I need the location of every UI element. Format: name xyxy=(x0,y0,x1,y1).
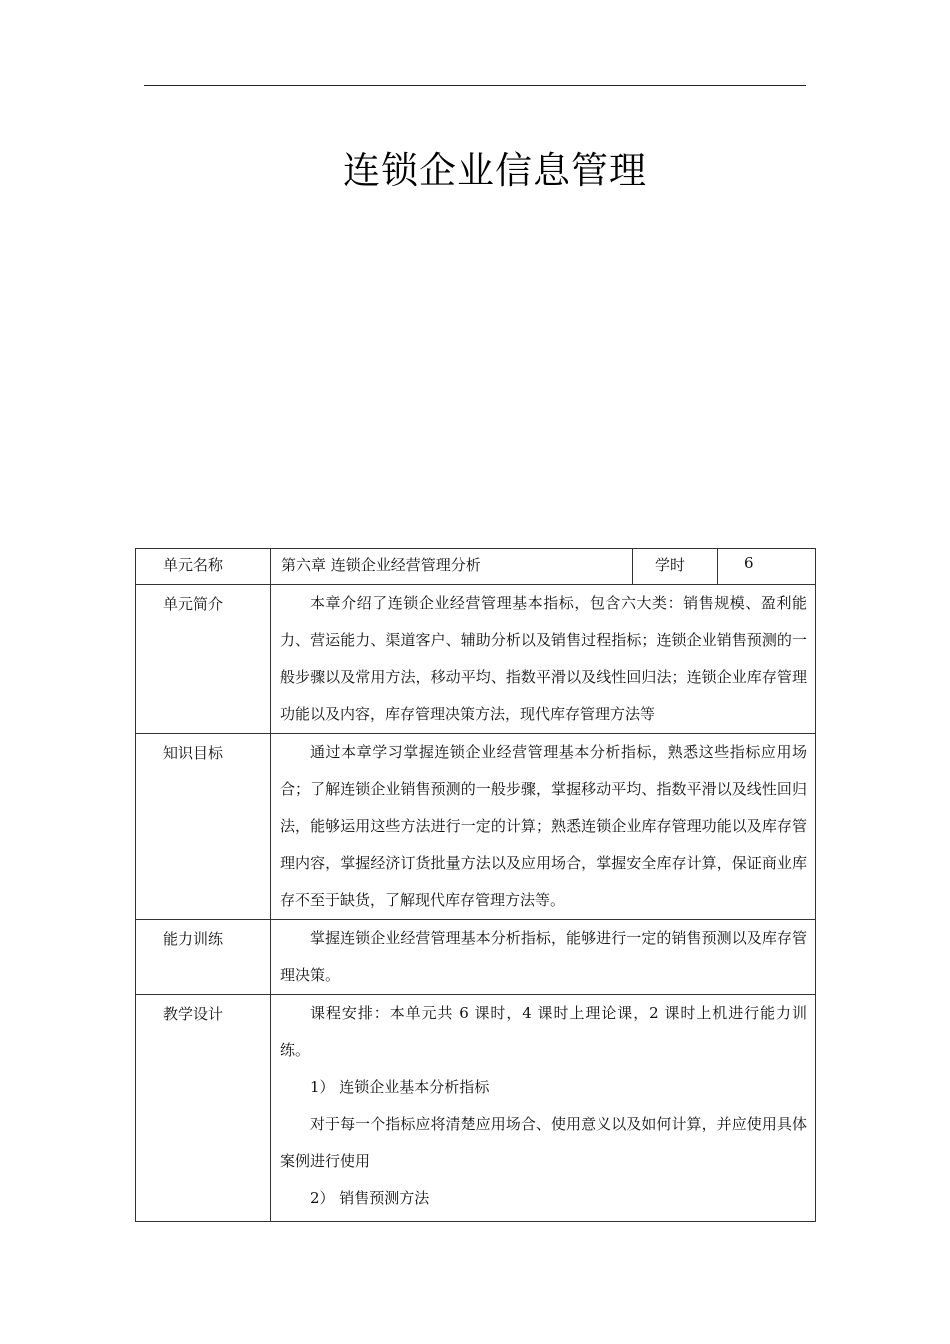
design-item: 2） 销售预测方法 xyxy=(310,1189,430,1207)
ability-text-cell xyxy=(271,920,816,995)
header-rule xyxy=(144,85,806,86)
row-intro xyxy=(136,585,816,734)
intro-text: 本章介绍了连锁企业经营管理基本指标，包含六大类：销售规模、盈利能力、营运能力、渠道客户、辅助分析以及销售过程指标；连锁企业销售预测的一般步骤以及常用方法，移动平均、指数平滑以及线性回归法；连锁企业库存管理功能以及内容，库存管理决策方法，现代库存管理方法等 xyxy=(280,594,807,723)
hours-label: 学时 xyxy=(633,549,718,585)
knowledge-text: 通过本章学习掌握连锁企业经营管理基本分析指标，熟悉这些指标应用场合；了解连锁企业销售预测的一般步骤，掌握移动平均、指数平滑以及线性回归法，能够运用这些方法进行一定的计算；熟悉连锁企业库存管理功能以及库存管理内容，掌握经济订货批量方法以及应用场合，掌握安全库存计算，保证商业库存不至于缺货，了解现代库存管理方法等。 xyxy=(280,743,807,909)
row-ability xyxy=(136,920,816,995)
intro-label: 单元简介 xyxy=(136,585,271,734)
unit-info-table xyxy=(135,548,816,1222)
design-paragraph: 对于每一个指标应将清楚应用场合、使用意义以及如何计算，并应使用具体案例进行使用 xyxy=(280,1115,807,1170)
ability-label: 能力训练 xyxy=(136,920,271,995)
unit-name-label: 单元名称 xyxy=(136,549,271,585)
row-design xyxy=(136,995,816,1222)
design-text-cell xyxy=(271,995,816,1222)
design-paragraph: 课程安排：本单元共 6 课时，4 课时上理论课，2 课时上机进行能力训练。 xyxy=(280,1004,807,1059)
design-item: 1） 连锁企业基本分析指标 xyxy=(310,1078,490,1096)
knowledge-label: 知识目标 xyxy=(136,734,271,920)
row-unit-name xyxy=(136,549,816,585)
ability-text: 掌握连锁企业经营管理基本分析指标，能够进行一定的销售预测以及库存管理决策。 xyxy=(280,929,807,984)
design-label: 教学设计 xyxy=(136,995,271,1222)
intro-text-cell xyxy=(271,585,816,734)
row-knowledge xyxy=(136,734,816,920)
knowledge-text-cell xyxy=(271,734,816,920)
document-title: 连锁企业信息管理 xyxy=(343,149,647,192)
unit-name-value: 第六章 连锁企业经营管理分析 xyxy=(271,549,633,585)
hours-value: 6 xyxy=(718,549,816,585)
